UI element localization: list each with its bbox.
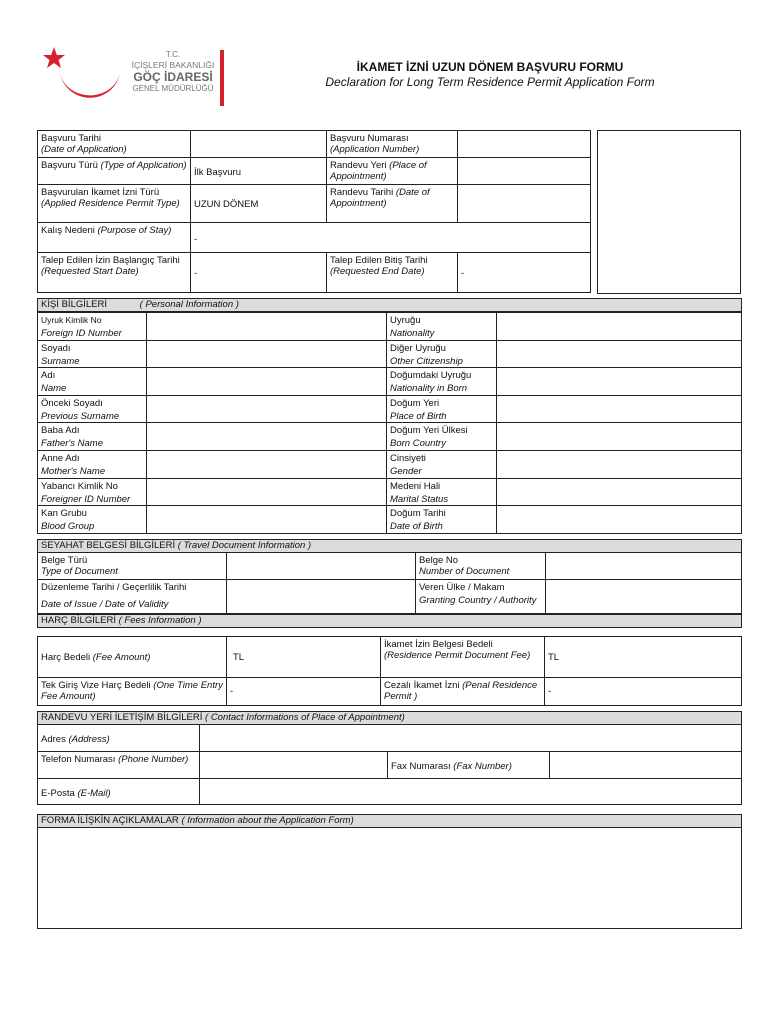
address-field[interactable] (199, 724, 742, 752)
application-number-label: Başvuru Numarası (330, 133, 409, 144)
personal-field-label-en: Father's Name (41, 438, 104, 449)
personal-info-header-en: ( Personal Information ) (139, 299, 239, 310)
appointment-date-field[interactable] (457, 184, 591, 223)
personal-field-label-en: Name (41, 383, 67, 394)
end-date-label-en: (Requested End Date) (330, 266, 425, 277)
fax-field[interactable] (549, 751, 742, 779)
email-field[interactable] (199, 778, 742, 805)
doc-number-label-cell (415, 552, 546, 580)
fee-label-cell (37, 636, 227, 678)
appointment-date-label: Randevu Tarihi (330, 187, 394, 198)
start-date-value: - (194, 268, 198, 279)
personal-left-label-cell (37, 478, 147, 507)
permit-type-label-cell (37, 184, 191, 223)
purpose-field[interactable] (190, 222, 591, 253)
appointment-place-label-cell (326, 157, 458, 185)
personal-left-label-cell (37, 505, 147, 534)
permit-type-field[interactable] (190, 184, 327, 223)
personal-field-label: Kan Grubu (41, 508, 87, 519)
doc-type-label-cell (37, 552, 227, 580)
contact-header (37, 711, 742, 725)
form-notes-header-tr: FORMA İLİŞKİN AÇIKLAMALAR (41, 815, 179, 826)
doc-fee-currency: TL (548, 652, 560, 663)
personal-field-label: Anne Adı (41, 453, 80, 464)
appointment-date-label-en: (Date of Appointment) (330, 187, 430, 209)
issue-date-field[interactable] (226, 579, 416, 614)
permit-type-label-en: (Applied Residence Permit Type) (41, 198, 180, 209)
issue-date-label-en: Date of Issue / Date of Validity (41, 599, 169, 610)
start-date-label: Talep Edilen İzin Başlangıç Tarihi (41, 255, 180, 266)
photo-box[interactable] (597, 130, 741, 294)
personal-field-label: Uyruk Kimlik No (41, 315, 102, 325)
appointment-place-field[interactable] (457, 157, 591, 185)
personal-right-input-field[interactable] (496, 367, 742, 396)
personal-left-input-field[interactable] (146, 395, 387, 424)
application-number-field[interactable] (457, 130, 591, 158)
doc-type-label-en: Type of Document (41, 566, 118, 577)
personal-right-label-cell (386, 367, 497, 396)
personal-right-label-cell (386, 340, 497, 369)
personal-field-label: Yabancı Kimlik No (41, 481, 118, 492)
personal-field-label: Uyruğu (390, 315, 421, 326)
personal-field-label-en: Other Citizenship (390, 356, 463, 367)
visa-fee-value: - (230, 686, 234, 697)
personal-right-label-cell (386, 395, 497, 424)
logo (40, 44, 240, 114)
doc-number-label: Belge No (419, 555, 459, 566)
start-date-field[interactable] (190, 252, 327, 293)
logo-goc-idaresi: GÖÇ İDARESİ (133, 70, 213, 84)
personal-left-label-cell (37, 422, 147, 451)
personal-field-label: Doğum Yeri Ülkesi (390, 425, 468, 436)
personal-field-label-en: Gender (390, 466, 422, 477)
permit-type-value: UZUN DÖNEM (194, 199, 259, 210)
purpose-value: - (194, 234, 198, 245)
travel-doc-header (37, 539, 742, 553)
personal-field-label: Adı (41, 370, 56, 381)
doc-type-field[interactable] (226, 552, 416, 580)
personal-field-label-en: Nationality in Born (390, 383, 468, 394)
form-notes-header (37, 814, 742, 828)
doc-fee-label-en: (Residence Permit Document Fee) (384, 650, 531, 661)
personal-left-label-cell (37, 312, 147, 341)
phone-label-cell (37, 751, 200, 779)
personal-right-label-cell (386, 450, 497, 479)
appointment-place-label-en: (Place of Appointment) (330, 160, 427, 182)
form-notes-header-en: ( Information about the Application Form) (181, 815, 354, 826)
purpose-label-en: (Purpose of Stay) (97, 225, 172, 236)
penal-permit-label: Cezalı İkamet İzni (384, 680, 460, 691)
start-date-label-cell (37, 252, 191, 293)
fax-label-en: (Fax Number) (453, 761, 512, 772)
address-label-cell (37, 724, 200, 752)
doc-fee-label-cell (380, 636, 545, 678)
personal-field-label-en: Place of Birth (390, 411, 447, 422)
issue-date-label-cell (37, 579, 227, 614)
personal-right-label-cell (386, 312, 497, 341)
doc-type-label: Belge Türü (41, 555, 88, 566)
fee-label: Harç Bedeli (41, 652, 91, 663)
doc-fee-label: İkamet İzin Belgesi Bedeli (384, 639, 493, 650)
fax-label: Fax Numarası (391, 761, 451, 772)
logo-ministry: İÇİŞLERİ BAKANLIĞI (131, 60, 215, 70)
authority-label-cell (415, 579, 546, 614)
fee-currency: TL (233, 652, 245, 663)
personal-field-label-en: Previous Surname (41, 411, 120, 422)
travel-doc-header-en: ( Travel Document Information ) (177, 540, 312, 551)
start-date-label-en: (Requested Start Date) (41, 266, 139, 277)
personal-right-input-field[interactable] (496, 450, 742, 479)
application-type-value: İlk Başvuru (194, 167, 241, 178)
end-date-field[interactable] (457, 252, 591, 293)
personal-field-label: Önceki Soyadı (41, 398, 103, 409)
address-label-en: (Address) (68, 734, 110, 745)
personal-left-label-cell (37, 395, 147, 424)
personal-field-label: Doğum Yeri (390, 398, 440, 409)
appointment-place-label: Randevu Yeri (330, 160, 387, 171)
personal-right-label-cell (386, 422, 497, 451)
fees-header-tr: HARÇ BİLGİLERİ (41, 615, 116, 626)
purpose-label-cell (37, 222, 191, 253)
application-type-label: Başvuru Türü (41, 160, 98, 171)
fee-label-en: (Fee Amount) (92, 652, 151, 663)
end-date-label: Talep Edilen Bitiş Tarihi (330, 255, 428, 266)
phone-label: Telefon Numarası (41, 754, 116, 765)
visa-fee-label-cell (37, 677, 227, 706)
visa-fee-label: Tek Giriş Vize Harç Bedeli (41, 680, 151, 691)
penal-permit-label-cell (380, 677, 545, 706)
personal-left-label-cell (37, 340, 147, 369)
authority-field[interactable] (545, 579, 742, 614)
personal-left-input-field[interactable] (146, 505, 387, 534)
doc-fee-field[interactable] (544, 636, 742, 678)
logo-directorate: GENEL MÜDÜRLÜĞÜ (132, 84, 214, 93)
personal-field-label-en: Blood Group (41, 521, 95, 532)
application-number-label-cell (326, 130, 458, 158)
authority-label-en: Granting Country / Authority (419, 595, 537, 606)
personal-field-label-en: Marital Status (390, 494, 449, 505)
doc-number-label-en: Number of Document (419, 566, 510, 577)
personal-info-header (37, 298, 742, 312)
personal-right-label-cell (386, 505, 497, 534)
personal-field-label-en: Mother's Name (41, 466, 106, 477)
personal-left-input-field[interactable] (146, 367, 387, 396)
email-label: E-Posta (41, 788, 75, 799)
purpose-label: Kalış Nedeni (41, 225, 95, 236)
address-label: Adres (41, 734, 66, 745)
personal-field-label: Diğer Uyruğu (390, 343, 446, 354)
application-type-label-cell (37, 157, 191, 185)
personal-right-input-field[interactable] (496, 478, 742, 507)
logo-tc: T.C. (165, 50, 181, 59)
personal-left-input-field[interactable] (146, 340, 387, 369)
personal-right-input-field[interactable] (496, 312, 742, 341)
personal-field-label-en: Surname (41, 356, 80, 367)
personal-field-label: Doğumdaki Uyruğu (390, 370, 472, 381)
application-type-field[interactable] (190, 157, 327, 185)
email-label-en: (E-Mail) (77, 788, 111, 799)
personal-field-label: Baba Adı (41, 425, 80, 436)
personal-field-label-en: Foreign ID Number (41, 328, 122, 339)
page-title: İKAMET İZNİ UZUN DÖNEM BAŞVURU FORMU (356, 60, 624, 74)
phone-field[interactable] (199, 751, 388, 779)
personal-field-label-en: Date of Birth (390, 521, 443, 532)
personal-left-label-cell (37, 450, 147, 479)
permit-type-label: Başvurulan İkamet İzni Türü (41, 187, 160, 198)
personal-field-label-en: Nationality (390, 328, 435, 339)
personal-left-label-cell (37, 367, 147, 396)
fee-field[interactable] (226, 636, 381, 678)
personal-left-input-field[interactable] (146, 450, 387, 479)
application-date-label-cell (37, 130, 191, 158)
fax-label-cell (387, 751, 550, 779)
personal-field-label: Cinsiyeti (390, 453, 426, 464)
personal-right-input-field[interactable] (496, 340, 742, 369)
personal-left-input-field[interactable] (146, 422, 387, 451)
contact-header-en: ( Contact Informations of Place of Appointment) (205, 712, 405, 723)
application-date-label-en: (Date of Application) (41, 144, 127, 155)
authority-label: Veren Ülke / Makam (419, 582, 505, 593)
application-date-label: Başvuru Tarihi (41, 133, 102, 144)
issue-date-label: Düzenleme Tarihi / Geçerlilik Tarihi (41, 582, 187, 593)
application-type-label-en: (Type of Application) (100, 160, 187, 171)
personal-field-label-en: Born Country (390, 438, 446, 449)
fees-header-en: ( Fees Information ) (118, 615, 202, 626)
application-number-label-en: (Application Number) (330, 144, 420, 155)
end-date-label-cell (326, 252, 458, 293)
end-date-value: - (461, 268, 465, 279)
personal-field-label-en: Foreigner ID Number (41, 494, 131, 505)
fees-header (37, 614, 742, 628)
personal-left-input-field[interactable] (146, 478, 387, 507)
travel-doc-header-tr: SEYAHAT BELGESİ BİLGİLERİ (41, 540, 176, 551)
personal-right-input-field[interactable] (496, 395, 742, 424)
form-notes-area[interactable] (37, 827, 742, 929)
application-date-field[interactable] (190, 130, 327, 158)
personal-field-label: Medeni Hali (390, 481, 441, 492)
personal-right-input-field[interactable] (496, 505, 742, 534)
phone-label-en: (Phone Number) (118, 754, 189, 765)
email-label-cell (37, 778, 200, 805)
appointment-date-label-cell (326, 184, 458, 223)
personal-left-input-field[interactable] (146, 312, 387, 341)
visa-fee-label-en: (One Time Entry Fee Amount) (41, 680, 223, 702)
personal-right-label-cell (386, 478, 497, 507)
logo-divider (220, 50, 224, 106)
personal-field-label: Soyadı (41, 343, 71, 354)
personal-info-header-tr: KİŞİ BİLGİLERİ (41, 299, 107, 310)
page-subtitle: Declaration for Long Term Residence Permit Application Form (325, 75, 655, 89)
contact-header-tr: RANDEVU YERİ İLETİŞİM BİLGİLERİ (41, 712, 203, 723)
penal-permit-label-en: (Penal Residence Permit ) (384, 680, 538, 702)
visa-fee-field[interactable] (226, 677, 381, 706)
crescent-star-logo-icon (40, 44, 126, 112)
penal-permit-field[interactable] (544, 677, 742, 706)
penal-permit-value: - (548, 686, 552, 697)
doc-number-field[interactable] (545, 552, 742, 580)
personal-field-label: Doğum Tarihi (390, 508, 446, 519)
personal-right-input-field[interactable] (496, 422, 742, 451)
